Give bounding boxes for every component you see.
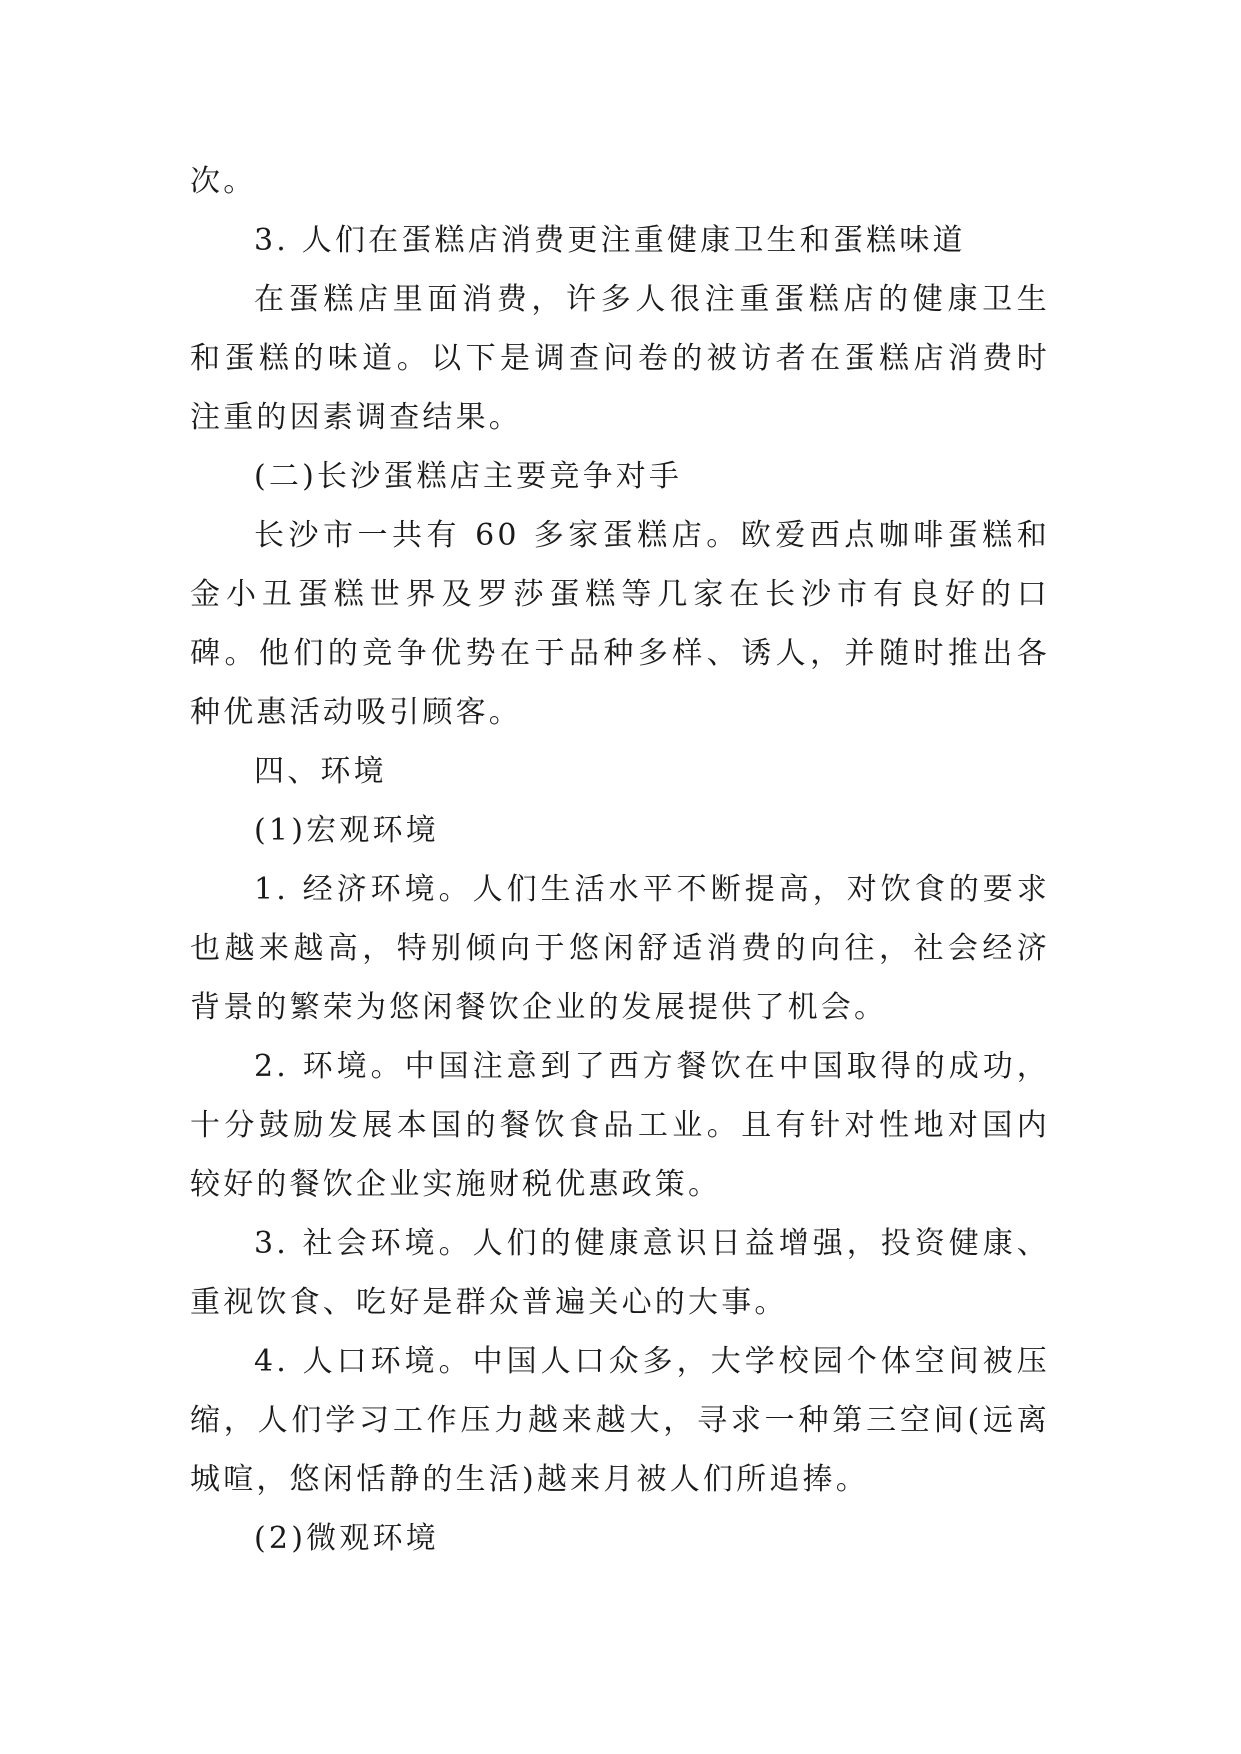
paragraph-population-environment: 4. 人口环境。中国人口众多，大学校园个体空间被压缩，人们学习工作压力越来越大，寻求一种第三空间(远离城喧，悠闲恬静的生活)越来月被人们所追捧。 xyxy=(190,1344,1050,1497)
subheading-health-taste: 3. 人们在蛋糕店消费更注重健康卫生和蛋糕味道 xyxy=(254,223,966,258)
paragraph-social-environment: 3. 社会环境。人们的健康意识日益增强，投资健康、重视饮食、吃好是群众普遍关心的大事。 xyxy=(190,1226,1050,1320)
subheading-competitors: (二)长沙蛋糕店主要竞争对手 xyxy=(254,459,683,494)
paragraph-economic-environment: 1. 经济环境。人们生活水平不断提高，对饮食的要求也越来越高，特别倾向于悠闲舒适消费的向往，社会经济背景的繁荣为悠闲餐饮企业的发展提供了机会。 xyxy=(190,872,1050,1025)
subheading-micro-environment: (2)微观环境 xyxy=(254,1521,439,1556)
section-heading-environment: 四、环境 xyxy=(254,754,387,789)
paragraph-competitors: 长沙市一共有 60 多家蛋糕店。欧爱西点咖啡蛋糕和金小丑蛋糕世界及罗莎蛋糕等几家在长沙市有良好的口碑。他们的竞争优势在于品种多样、诱人，并随时推出各种优惠活动吸引顾客。 xyxy=(190,518,1050,730)
paragraph-health-taste: 在蛋糕店里面消费，许多人很注重蛋糕店的健康卫生和蛋糕的味道。以下是调查问卷的被访者在蛋糕店消费时注重的因素调查结果。 xyxy=(190,282,1050,435)
paragraph-policy-environment: 2. 环境。中国注意到了西方餐饮在中国取得的成功，十分鼓励发展本国的餐饮食品工业。且有针对性地对国内较好的餐饮企业实施财税优惠政策。 xyxy=(190,1049,1050,1202)
subheading-macro-environment: (1)宏观环境 xyxy=(254,813,439,848)
document-body xyxy=(190,152,1050,1568)
paragraph-continuation: 次。 xyxy=(190,164,257,199)
